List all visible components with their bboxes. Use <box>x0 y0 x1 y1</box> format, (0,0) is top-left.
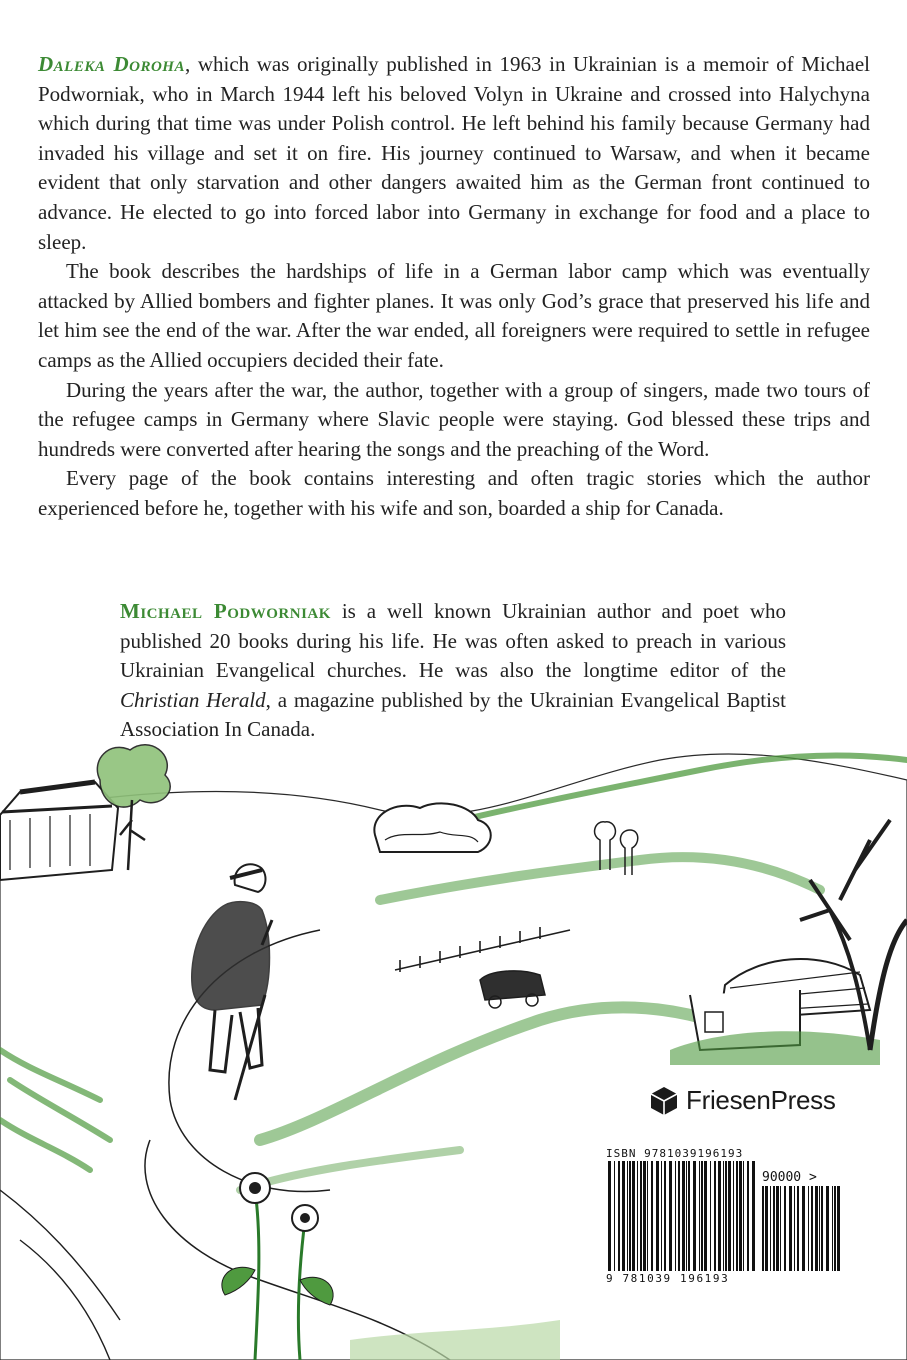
barcode-bar <box>710 1161 711 1271</box>
author-bio-text-a: is a well known Ukrainian author and poet who published 20 books during his life. He was often asked to preach in various Ukrainian Evangelical churches. He was also the longtime editor of the <box>120 599 786 683</box>
barcode-bar <box>669 1161 672 1271</box>
isbn-barcode <box>596 1144 866 1288</box>
barcode-bar <box>699 1161 700 1271</box>
barcode-bar <box>773 1186 775 1271</box>
book-title-emphasis: Daleka Doroha <box>38 52 185 76</box>
barcode-bar <box>704 1161 707 1271</box>
barcode-bar <box>811 1186 813 1271</box>
barcode-bar <box>837 1186 840 1271</box>
barcode-bar <box>661 1161 662 1271</box>
barcode-bar <box>752 1161 755 1271</box>
barcode-bar <box>627 1161 628 1271</box>
barcode-bar <box>770 1186 771 1271</box>
barcode-bar <box>821 1186 823 1271</box>
magazine-title: Christian Herald <box>120 687 266 712</box>
barcode-bar <box>622 1161 625 1271</box>
barcode-bar <box>693 1161 696 1271</box>
barcode-bar <box>819 1186 820 1271</box>
barcode-bar <box>794 1186 795 1271</box>
barcode-bar <box>629 1161 631 1271</box>
barcode-bar <box>618 1161 620 1271</box>
barcode-bar <box>832 1186 833 1271</box>
barcode-bar <box>701 1161 703 1271</box>
barcode-bar <box>664 1161 666 1271</box>
barcode-bar <box>780 1186 781 1271</box>
author-name: Michael Podworniak <box>120 599 331 623</box>
description-paragraph-3: During the years after the war, the author, together with a group of singers, made two tours of the refugee camps in Germany where Slavic people were staying. God blessed these trips and hundreds were converted after hearing the songs and the preaching of the Word. <box>38 377 870 461</box>
barcode-bar <box>718 1161 721 1271</box>
barcode-bar <box>808 1186 809 1271</box>
barcode-bar <box>714 1161 716 1271</box>
description-paragraph-2: The book describes the hardships of life in a German labor camp which was eventually attacked by Allied bombers and fighter planes. It was only God’s grace that preserved his life and let him see the end of the war. After the war ended, all foreigners were required to settle in refugee camps as the Allied occupiers decided their fate. <box>38 259 870 372</box>
barcode-bar <box>632 1161 635 1271</box>
barcode-bar <box>688 1161 690 1271</box>
barcode-bar <box>614 1161 615 1271</box>
friesenpress-cube-icon <box>650 1086 678 1116</box>
barcode-bar <box>656 1161 659 1271</box>
barcode-bar <box>762 1186 764 1271</box>
barcode-bar <box>747 1161 749 1271</box>
barcode-bar <box>675 1161 676 1271</box>
barcode-bar <box>728 1161 731 1271</box>
description-paragraph-1-text: , which was originally published in 1963 in Ukrainian is a memoir of Michael Podworniak, who in March 1944 left his beloved Volyn in Ukraine and crossed into Halychyna which during that time was under Polish control. He left behind his family because Germany had invaded his village and set it on fire. His journey continued to Warsaw, and when it became evident that only starvation and other dangers awaited him as the German front continued to advance. He elected to go into forced labor into Germany in exchange for food and a place to sleep. <box>38 52 870 254</box>
barcode-bar <box>643 1161 646 1271</box>
barcode-bar <box>802 1186 805 1271</box>
description-paragraph-4: Every page of the book contains interesting and often tragic stories which the author experienced before he, together with his wife and son, boarded a ship for Canada. <box>38 466 870 520</box>
barcode-bar <box>608 1161 611 1271</box>
barcode-bar <box>776 1186 779 1271</box>
price-code: 90000 > <box>762 1170 817 1185</box>
barcode-bar <box>834 1186 836 1271</box>
barcode-bar <box>640 1161 642 1271</box>
publisher-name: FriesenPress <box>686 1085 836 1115</box>
barcode-bar <box>651 1161 653 1271</box>
barcode-bar <box>682 1161 685 1271</box>
addon-barcode-bars <box>762 1186 842 1271</box>
ean-digits: 9 781039 196193 <box>606 1272 730 1285</box>
barcode-bar <box>789 1186 792 1271</box>
barcode-bar <box>765 1186 768 1271</box>
barcode-bar <box>723 1161 724 1271</box>
barcode-bar <box>678 1161 680 1271</box>
barcode-bar <box>686 1161 687 1271</box>
description-paragraph-1 <box>38 50 870 257</box>
barcode-bar <box>647 1161 648 1271</box>
barcode-bar <box>739 1161 742 1271</box>
barcode-bar <box>797 1186 799 1271</box>
barcode-bar <box>743 1161 744 1271</box>
isbn-label: ISBN 9781039196193 <box>606 1147 744 1160</box>
publisher-logo <box>650 1085 836 1116</box>
author-bio-text-b: , a magazine published by the Ukrainian Evangelical Baptist Association In Canada. <box>120 687 786 742</box>
barcode-bar <box>784 1186 786 1271</box>
barn-left <box>0 782 118 880</box>
barcode-bar <box>736 1161 738 1271</box>
barcode-bar <box>826 1186 829 1271</box>
barcode-bar <box>725 1161 727 1271</box>
barcode-bar <box>733 1161 734 1271</box>
barcode-bar <box>637 1161 638 1271</box>
barcode-bar <box>815 1186 818 1271</box>
ean-barcode-bars <box>608 1161 758 1271</box>
book-description <box>38 50 870 524</box>
